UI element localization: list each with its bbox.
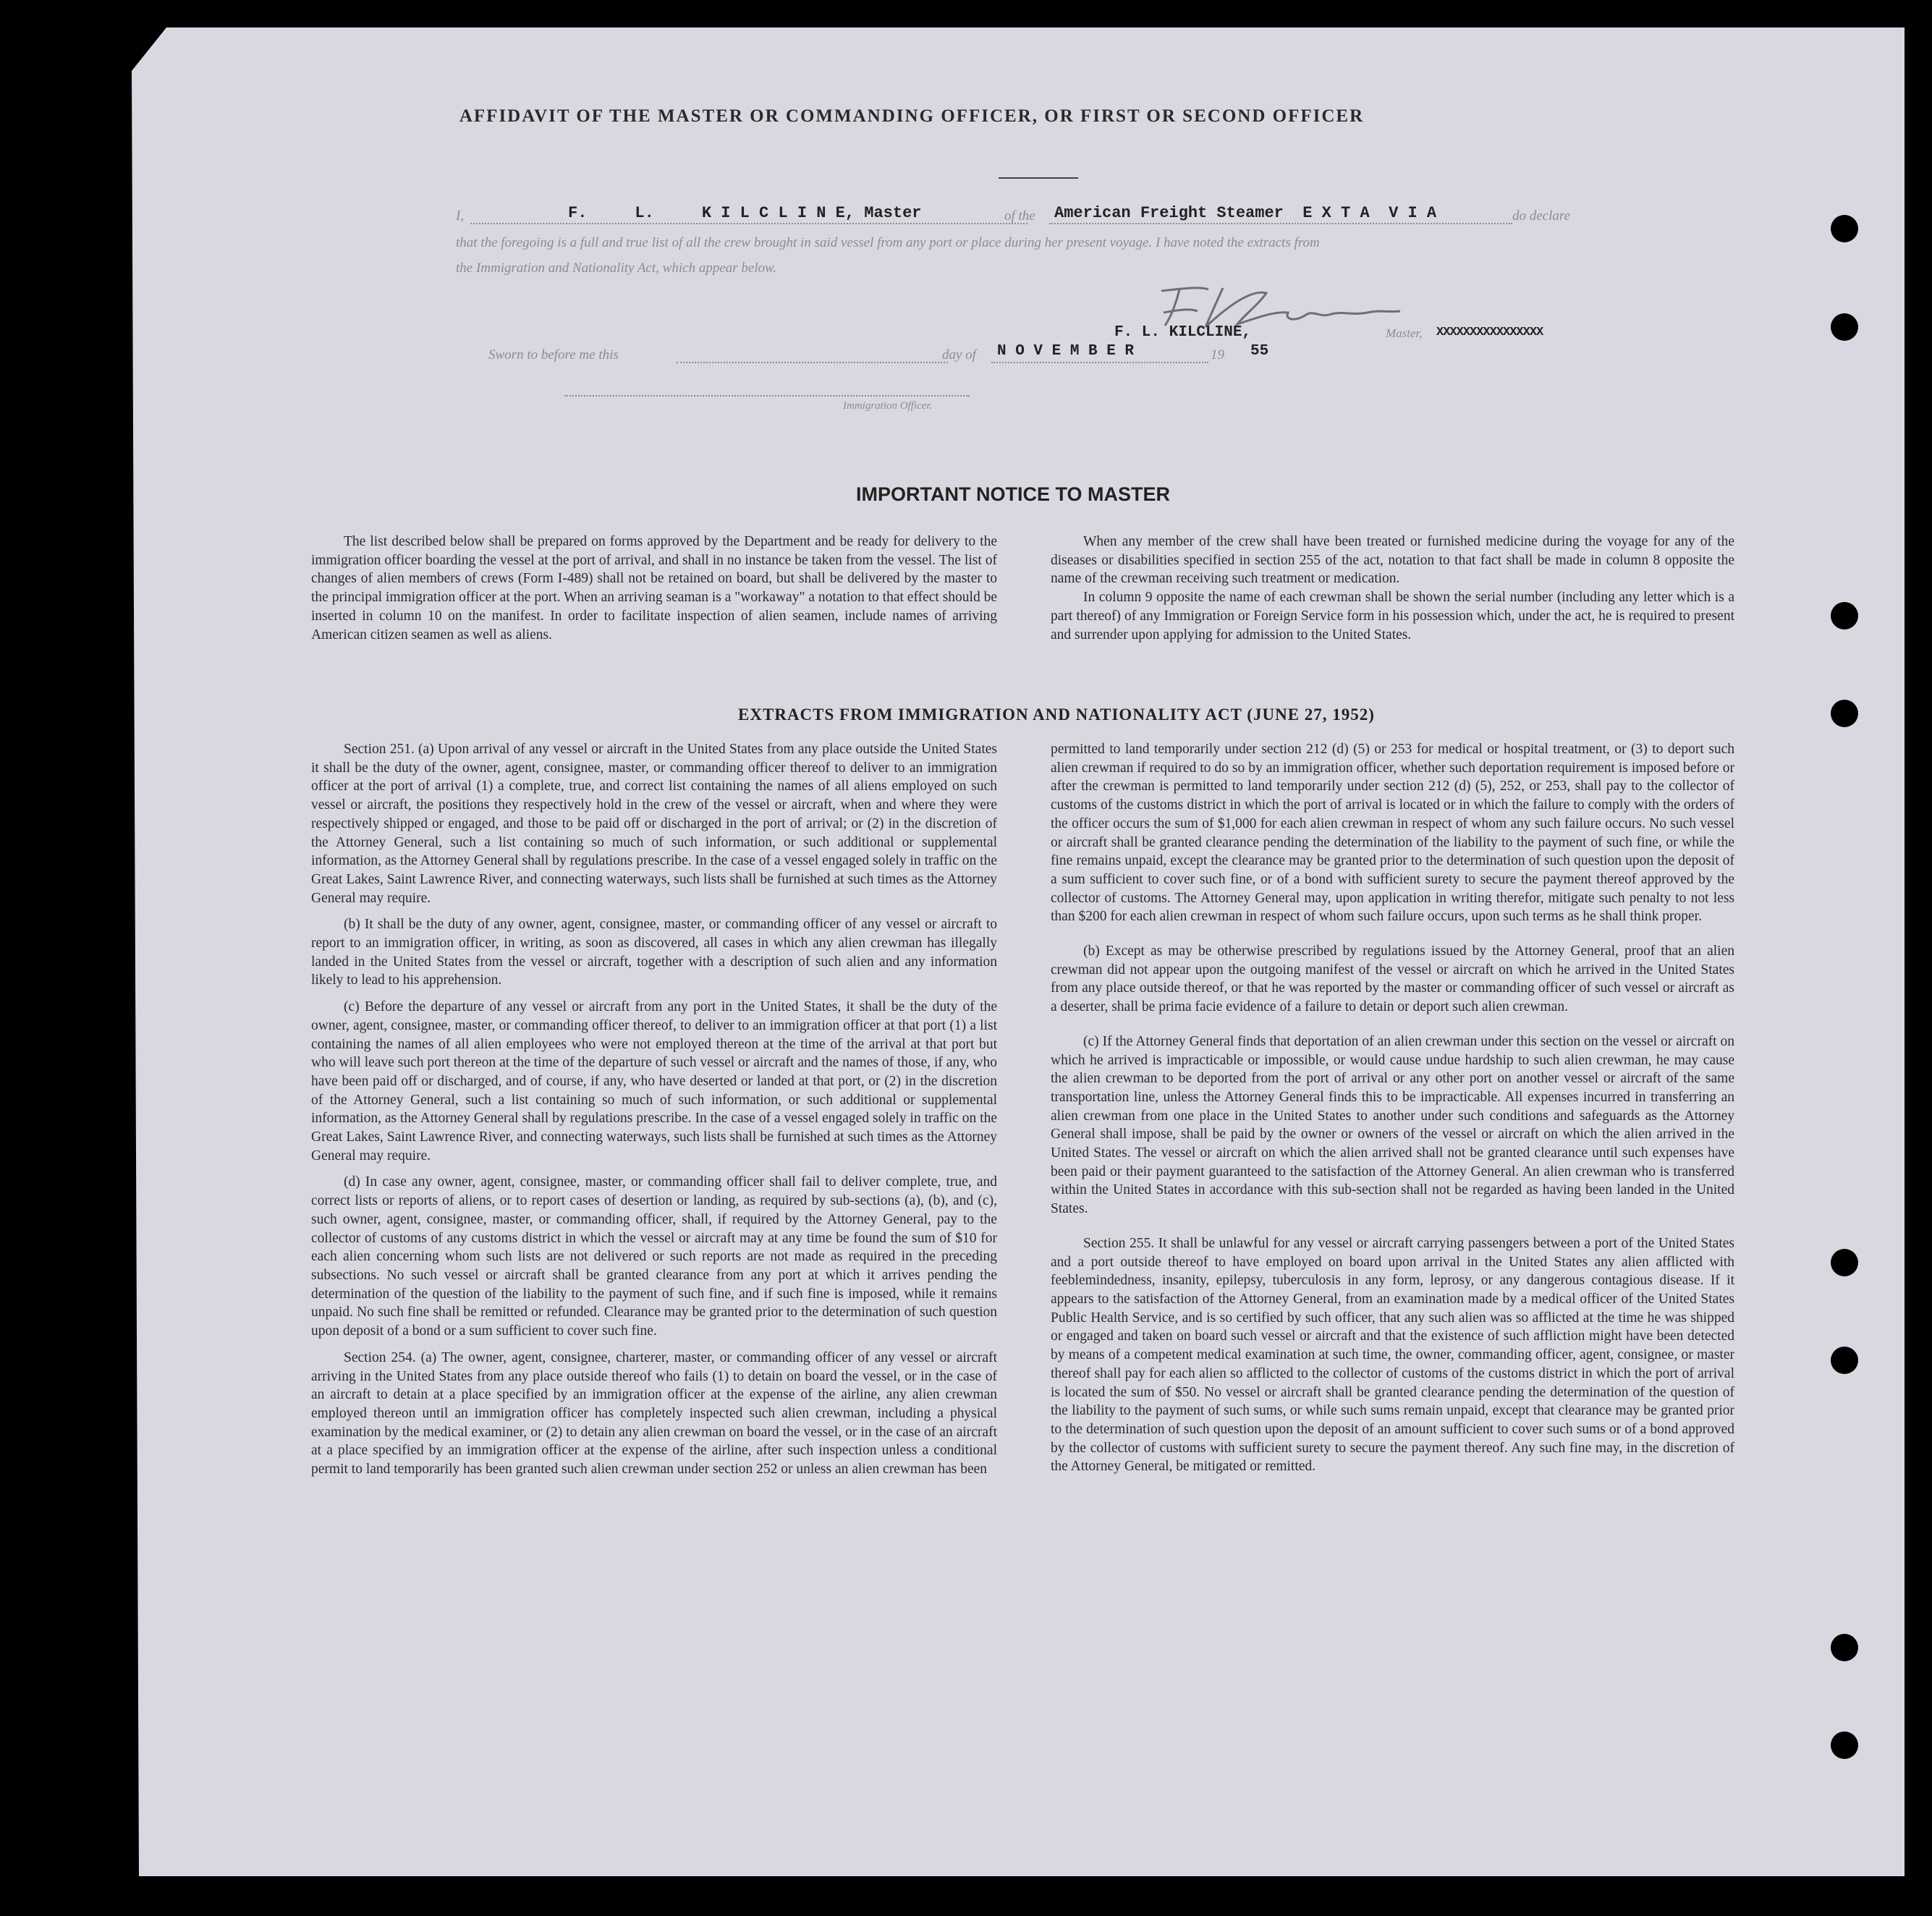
year-prefix: 19	[1211, 347, 1224, 363]
section-paragraph: permitted to land temporarily under section 212 (d) (5) or 253 for medical or hospital treatment, or (3) to deport such alien crewman if required to do so by an immigration officer, whether such deportation requirement is imposed before or after the crewman is permitted to land temporarily under section 212 (d) (5), 252, or 253, shall pay to the collector of customs of the customs district in which the port of arrival is located or in which the failure to comply with the orders of the officer occurs the sum of $1,000 for each alien crewman in respect of whom any such failure occurs. No such vessel or aircraft shall be granted clearance pending the determination of the liability to the payment of such fine, or while the fine remains unpaid, except the clearance may be granted prior to the determination of such question upon the deposit of a sum sufficient to cover such fine, or of a bond with sufficient surety to secure the payment thereof approved by the collector of customs. The Attorney General may, upon application in writing therefor, mitigate such penalty to not less than $200 for each alien crewman in respect of whom such failure occurs, upon such terms as he shall think proper.	[1051, 742, 1734, 925]
label-immigration-officer: Immigration Officer.	[843, 400, 933, 412]
vessel-line	[1049, 223, 1512, 224]
affidavit-line-2: that the foregoing is a full and true list of all the crew brought in said vessel from any port or place during her present voyage. I have noted the extracts from	[456, 235, 1320, 250]
sworn-line	[677, 362, 948, 363]
label-sworn: Sworn to before me this	[488, 347, 619, 363]
notice-left-column	[311, 533, 997, 652]
binder-hole	[1831, 1634, 1858, 1661]
binder-hole	[1831, 215, 1858, 242]
notice-right-column	[1051, 533, 1734, 652]
extracts-right-column	[1051, 740, 1734, 1484]
binder-hole	[1831, 700, 1858, 727]
master-name-typed: F. L. K I L C L I N E, Master	[568, 204, 922, 222]
section-paragraph: (b) It shall be the duty of any owner, agent, consignee, master, or commanding officer of any vessel or aircraft to report to an immigration officer, in writing, as soon as discovered, all cases in which any alien crewman has illegally landed in the United States from the vessel or aircraft, together with a description of such alien and any information likely to lead to his apprehension.	[311, 917, 997, 988]
binder-hole	[1831, 313, 1858, 341]
notice-paragraph: When any member of the crew shall have been treated or furnished medicine during the voyage for any of the diseases or disabilities specified in section 255 of the act, notation to that fact shall be made in column 8 opposite the name of the crewman receiving such treatment or medication.	[1051, 534, 1734, 587]
section-paragraph: Section 251. (a) Upon arrival of any vessel or aircraft in the United States from any place outside the United States it shall be the duty of the owner, agent, consignee, master, or commanding officer thereof to deliver to an immigration officer at the port of arrival (1) a complete, true, and correct list containing the names of all aliens employed on such vessel or aircraft, the positions they respectively hold in the crew of the vessel or aircraft, when and where they were respectively shipped or engaged, and those to be paid off or discharged in the port of arrival; or (2) in the discretion of the Attorney General, such a list containing so much of such information, or such additional or supplemental information, as the Attorney General shall by regulations prescribe. In the case of a vessel engaged solely in traffic on the Great Lakes, Saint Lawrence River, and connecting waterways, such lists shall be furnished at such times as the Attorney General may require.	[311, 742, 997, 906]
binder-hole	[1831, 602, 1858, 630]
affidavit-title: AFFIDAVIT OF THE MASTER OR COMMANDING OFFICER, OR FIRST OR SECOND OFFICER	[459, 106, 1365, 126]
extracts-left-column	[311, 740, 997, 1487]
section-paragraph: (c) Before the departure of any vessel or aircraft from any port in the United States, it shall be the duty of the owner, agent, consignee, master, or commanding officer thereof, to deliver to an immigration officer at that port (1) a list containing the names of all alien employees who were not employed thereon at the time of the arrival at that port but who will leave such port thereon at the time of the departure of such vessel or aircraft and the names of those, if any, who have been paid off or discharged, and of course, if any, who have deserted or landed at that port, or (2) in the discretion of the Attorney General, such a list containing so much of such information, or such additional or supplemental information, as the Attorney General shall by regulations prescribe. In the case of a vessel engaged solely in traffic on the Great Lakes, Saint Lawrence River, and connecting waterways, such lists shall be furnished at such times as the Attorney General may require.	[311, 999, 997, 1163]
affidavit-line-3: the Immigration and Nationality Act, which appear below.	[456, 260, 777, 276]
master-name-line	[470, 223, 1028, 224]
section-paragraph: Section 255. It shall be unlawful for any vessel or aircraft carrying passengers between a port of the United States and a port outside thereof to have employed on board upon arrival in the United States any alien afflicted with feeblemindedness, insanity, epilepsy, tuberculosis in any form, leprosy, or any dangerous contagious disease. If it appears to the satisfaction of the Attorney General, from an examination made by a medical officer of the United States Public Health Service, and is so certified by such officer, that any such alien was so afflicted at the time he was shipped or engaged and taken on board such vessel or aircraft and that the existence of such affliction might have been detected by means of a competent medical examination at such time, the owner, commanding officer, agent, consignee, or master thereof shall pay for each alien so afflicted to the collector of customs of the customs district in which the port of arrival is located the sum of $50. No vessel or aircraft shall be granted clearance pending the determination of the question of the liability to the payment of such sums, or while such sums remain unpaid, except that clearance may be granted prior to the determination of such question upon the deposit of an amount sufficient to cover such sums or of a bond approved by the collector of customs with sufficient surety to secure the payment thereof. Any such fine may, in the discretion of the Attorney General, be mitigated or remitted.	[1051, 1235, 1734, 1475]
month-line	[991, 362, 1208, 363]
binder-hole	[1831, 1249, 1858, 1276]
section-paragraph: (d) In case any owner, agent, consignee, master, or commanding officer shall fail to deliver complete, true, and correct lists or reports of aliens, or to report cases of desertion or landing, as required by sub-sections (a), (b), and (c), such owner, agent, consignee, master, or commanding officer, shall, if required by the Attorney General, pay to the collector of customs of any customs district in which the vessel or aircraft may at any time be found the sum of $10 for each alien concerning whom such lists are not delivered or such reports are not made as required in the preceding subsections. No such vessel or aircraft shall be granted clearance from any port at which it arrives pending the determination of the question of the liability to the payment of such fine, and if such fine is imposed, while it remains unpaid. No such fine shall be remitted or refunded. Clearance may be granted prior to the determination of such question upon deposit of a bond or a sum sufficient to cover such fine.	[311, 1174, 997, 1339]
section-paragraph: (b) Except as may be otherwise prescribed by regulations issued by the Attorney General, proof that an alien crewman did not appear upon the outgoing manifest of the vessel or aircraft on which he arrived in the United States from any place outside thereof, or that he was reported by the master or commanding officer of such vessel or aircraft as a deserter, shall be prima facie evidence of a failure to detain or deport such alien crewman.	[1051, 944, 1734, 1015]
month-typed: N O V E M B E R	[997, 343, 1135, 360]
year-typed: 55	[1250, 343, 1269, 360]
title-rule	[999, 177, 1078, 179]
immigration-officer-line	[564, 395, 970, 397]
signature-typed: F. L. KILCLINE,	[1114, 324, 1252, 341]
extracts-heading: EXTRACTS FROM IMMIGRATION AND NATIONALITY ACT (JUNE 27, 1952)	[738, 705, 1375, 724]
label-do-declare: do declare	[1512, 208, 1571, 224]
section-paragraph: Section 254. (a) The owner, agent, consignee, charterer, master, or commanding officer of any vessel or aircraft arriving in the United States from any place outside thereof who fails (1) to detain on board the vessel, or in the case of an aircraft to detain at a place specified by an immigration officer at the expense of the airline, any alien crewman employed thereon until an immigration officer has completely inspected such alien crewman, including a physical examination by the medical examiner, or (2) to detain any alien crewman on board the vessel, or in the case of an aircraft at a place specified by an immigration officer at the expense of the airline, after such inspection unless a conditional permit to land temporarily has been granted such alien crewman under section 252 or unless an alien crewman has been	[311, 1349, 997, 1478]
label-of-the: of the	[1004, 208, 1035, 224]
label-i: I,	[456, 208, 465, 224]
vessel-typed: American Freight Steamer E X T A V I A	[1054, 204, 1437, 222]
binder-hole	[1831, 1731, 1858, 1759]
section-paragraph: (c) If the Attorney General finds that deportation of an alien crewman under this section on the vessel or aircraft on which he arrived is impracticable or impossible, or would cause undue hardship to such alien crewman, he may cause the alien crewman to be deported from the port of arrival or any other port on another vessel or aircraft of the same transportation line, unless the Attorney General finds this to be impracticable. All expenses incurred in transferring an alien crewman from one place in the United States to another under such conditions and safeguards as the Attorney General shall impose, shall be paid by the owner or owners of the vessel or aircraft on which the alien arrived in the United States. The vessel or aircraft on which the alien arrived shall not be granted clearance until such expenses have been paid or their payment guaranteed to the satisfaction of the Attorney General. An alien crewman who is transferred within the United States in accordance with this sub-section shall not be regarded as having been landed in the United States.	[1051, 1033, 1734, 1217]
notice-paragraph: The list described below shall be prepared on forms approved by the Department and be ready for delivery to the immigration officer boarding the vessel at the port of arrival, and shall in no instance be taken from the vessel. The list of changes of alien members of crews (Form I-489) shall not be retained on board, but shall be delivered by the master to the principal immigration officer at the port. When an arriving seaman is a "workaway" a notation to that effect should be inserted in column 10 on the manifest. In order to facilitate inspection of alien seamen, include names of arriving American citizen seamen as well as aliens.	[311, 534, 997, 643]
struck-out-text: XXXXXXXXXXXXXXXX	[1436, 326, 1543, 339]
label-master: Master,	[1386, 326, 1423, 340]
notice-paragraph: In column 9 opposite the name of each crewman shall be shown the serial number (including any letter which is a part thereof) of any Immigration or Foreign Service form in his possession which, under the act, he is required to present and surrender upon applying for admission to the United States.	[1051, 590, 1734, 643]
binder-hole	[1831, 1347, 1858, 1374]
label-day-of: day of	[942, 347, 976, 363]
notice-heading: IMPORTANT NOTICE TO MASTER	[856, 483, 1170, 505]
